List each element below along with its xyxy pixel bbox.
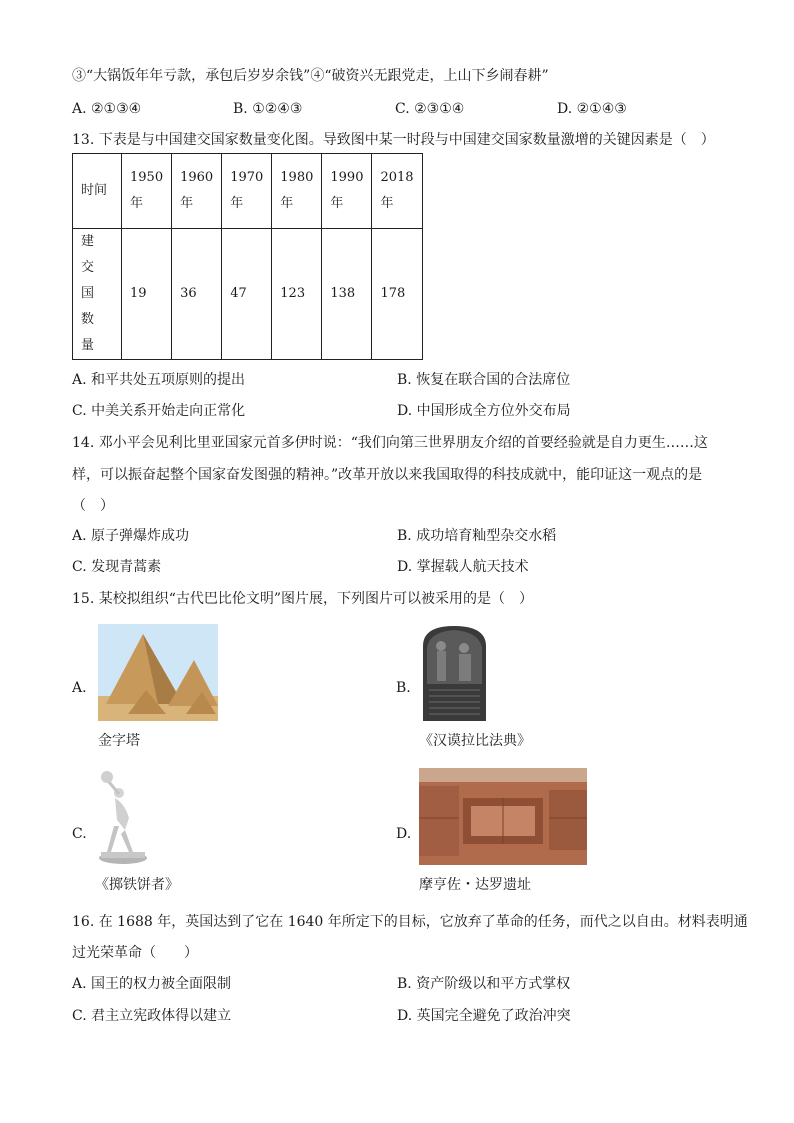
q14-option-a[interactable]: A. 原子弹爆炸成功 — [72, 528, 190, 544]
table-year-cell: 1960年 — [172, 154, 222, 229]
q14-stem-line1: 14. 邓小平会见利比里亚国家元首多伊时说：“我们向第三世界朋友介绍的首要经验就是自力更生……这 — [72, 435, 708, 451]
q15-caption-a: 金字塔 — [98, 733, 140, 749]
table-year-cell: 1980年 — [272, 154, 322, 229]
q15-caption-d: 摩亨佐・达罗遗址 — [419, 877, 531, 893]
q13-option-b[interactable]: B. 恢复在联合国的合法席位 — [397, 372, 571, 388]
q14-option-c[interactable]: C. 发现青蒿素 — [72, 559, 162, 575]
q13-stem: 13. 下表是与中国建交国家数量变化图。导致图中某一时段与中国建交国家数量激增的关键因素是（ ） — [72, 132, 715, 148]
hammurabi-stele-image — [417, 624, 492, 721]
q14-stem-line2: 样，可以振奋起整个国家奋发图强的精神。”改革开放以来我国取得的科技成就中，能印证这一观点的是 — [72, 467, 703, 483]
table-count-cell: 138 — [322, 229, 372, 360]
q16-stem-line1: 16. 在 1688 年，英国达到了它在 1640 年所定下的目标，它放弃了革命的任务，而代之以自由。材料表明通 — [72, 914, 748, 930]
q15-option-b-label[interactable]: B. — [396, 680, 411, 696]
q15-stem: 15. 某校拟组织“古代巴比伦文明”图片展，下列图片可以被采用的是（ ） — [72, 591, 534, 607]
q15-caption-b: 《汉谟拉比法典》 — [419, 733, 531, 749]
table-year-cell: 1990年 — [322, 154, 372, 229]
q16-option-a[interactable]: A. 国王的权力被全面限制 — [72, 976, 232, 992]
table-row-header: 建交国数量 — [73, 229, 122, 360]
q15-option-d-label[interactable]: D. — [396, 826, 412, 842]
q12-option-a[interactable]: A. ②①③④ — [72, 101, 142, 117]
discobolus-image — [95, 768, 150, 866]
q15-option-c-label[interactable]: C. — [72, 826, 87, 842]
table-count-cell: 47 — [222, 229, 272, 360]
q12-option-d[interactable]: D. ②①④③ — [557, 101, 627, 117]
table-count-cell: 36 — [172, 229, 222, 360]
q16-option-d[interactable]: D. 英国完全避免了政治冲突 — [397, 1008, 571, 1024]
diplomacy-table — [72, 153, 423, 360]
q14-option-b[interactable]: B. 成功培育籼型杂交水稻 — [397, 528, 557, 544]
q12-option-b[interactable]: B. ①②④③ — [233, 101, 303, 117]
q12-option-c[interactable]: C. ②③①④ — [395, 101, 465, 117]
q15-caption-c: 《掷铁饼者》 — [95, 877, 179, 893]
q16-stem-line2: 过光荣革命（ ） — [72, 945, 198, 961]
q15-option-a-label[interactable]: A. — [72, 680, 87, 696]
q16-option-c[interactable]: C. 君主立宪政体得以建立 — [72, 1008, 232, 1024]
q12-items-line: ③“大锅饭年年亏款，承包后岁岁余钱”④“破资兴无跟党走，上山下乡闹春耕” — [72, 68, 549, 84]
table-row-header: 时间 — [73, 154, 122, 229]
q13-option-d[interactable]: D. 中国形成全方位外交布局 — [397, 403, 571, 419]
mohenjo-daro-image — [419, 768, 587, 865]
q13-option-a[interactable]: A. 和平共处五项原则的提出 — [72, 372, 246, 388]
q13-option-c[interactable]: C. 中美关系开始走向正常化 — [72, 403, 246, 419]
table-year-cell: 1950年 — [122, 154, 172, 229]
q14-stem-line3: （ ） — [72, 498, 114, 514]
table-count-cell: 19 — [122, 229, 172, 360]
table-year-cell: 1970年 — [222, 154, 272, 229]
table-year-cell: 2018年 — [372, 154, 422, 229]
table-count-cell: 178 — [372, 229, 422, 360]
pyramids-image — [98, 624, 218, 721]
table-count-cell: 123 — [272, 229, 322, 360]
q14-option-d[interactable]: D. 掌握载人航天技术 — [397, 559, 529, 575]
q16-option-b[interactable]: B. 资产阶级以和平方式掌权 — [397, 976, 571, 992]
